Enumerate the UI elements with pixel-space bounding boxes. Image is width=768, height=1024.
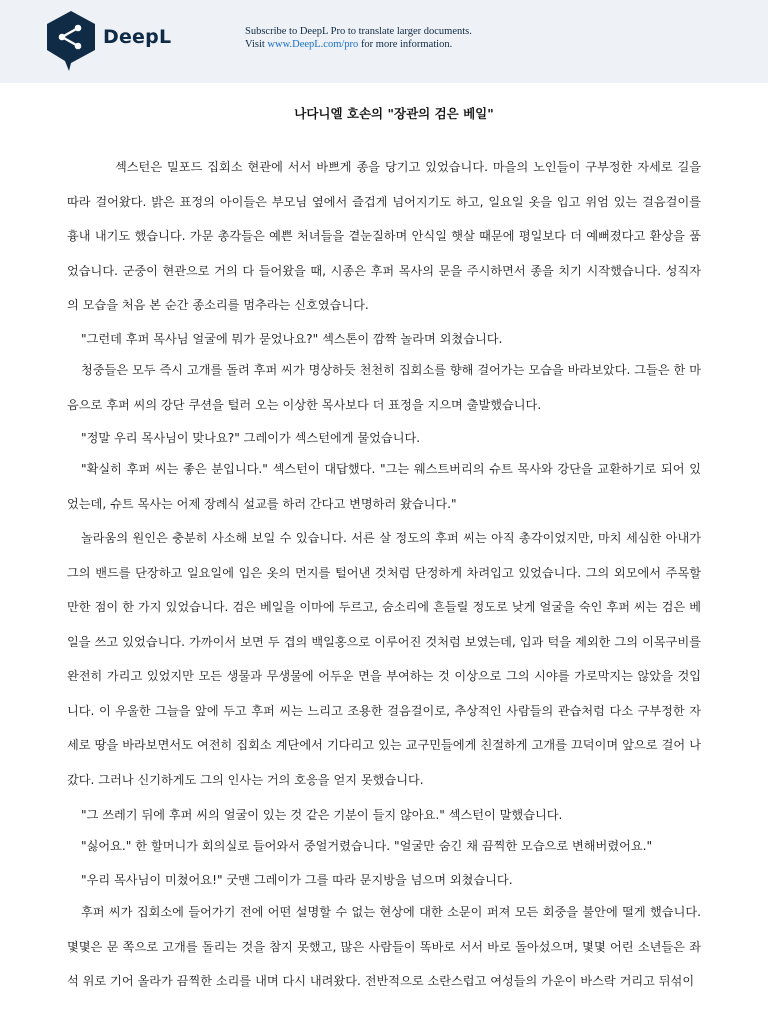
promo-line-1: Subscribe to DeepL Pro to translate larger documents. xyxy=(245,26,472,37)
paragraph-5: "확실히 후퍼 씨는 좋은 분입니다." 섹스턴이 대답했다. "그는 웨스트버리의 슈트 목사와 강단을 교환하기로 되어 있었는데, 슈트 목사는 어제 장례식 설교를 하러 간다고 변명하러 왔습니다." xyxy=(67,462,701,511)
paragraph-4: "정말 우리 목사님이 맞나요?" 그레이가 섹스턴에게 물었습니다. xyxy=(81,431,421,445)
promo-line-2 xyxy=(245,38,472,51)
deepl-banner xyxy=(0,0,768,83)
deepl-logo-text: DeepL xyxy=(103,26,172,48)
paragraph-2: "그런데 후퍼 목사님 얼굴에 뭐가 묻었나요?" 섹스톤이 깜짝 놀라며 외쳤습니다. xyxy=(81,332,503,346)
deepl-logo-icon xyxy=(45,10,97,72)
paragraph-6: 놀라움의 원인은 충분히 사소해 보일 수 있습니다. 서른 살 정도의 후퍼 씨는 아직 총각이었지만, 마치 세심한 아내가 그의 밴드를 단장하고 일요일에 입은 옷의 먼지를 털어낸 것처럼 단정하게 차려입고 있었습니다. 그의 외모에서 주목할 만한 점이 한 가지 있었습니다. 검은 베일을 이마에 두르고, 숨소리에 흔들릴 정도로 낮게 얼굴을 숙인 후퍼 씨는 검은 베일을 쓰고 있었습니다. 가까이서 보면 두 겹의 백일홍으로 이루어진 것처럼 보였는데, 입과 턱을 제외한 그의 이목구비를 완전히 가리고 있었지만 모든 생물과 무생물에 어두운 면을 부여하는 것 이상으로 그의 시야를 가로막지는 않았을 것입니다. 이 우울한 그늘을 앞에 두고 후퍼 씨는 느리고 조용한 걸음걸이로, 추상적인 사람들의 관습처럼 다소 구부정한 자세로 땅을 바라보면서도 여전히 집회소 계단에서 기다리고 있는 교구민들에게 친절하게 고개를 끄덕이며 앞으로 걸어 나갔다. 그러나 신기하게도 그의 인사는 거의 호응을 얻지 못했습니다. xyxy=(67,531,701,787)
promo-text xyxy=(245,25,472,51)
paragraph-7: "그 쓰레기 뒤에 후퍼 씨의 얼굴이 있는 것 같은 기분이 들지 않아요." 섹스턴이 말했습니다. xyxy=(81,808,563,822)
promo-suffix: for more information. xyxy=(358,39,453,50)
document-title: 나다니엘 호손의 "장관의 검은 베일" xyxy=(294,106,494,121)
paragraph-1: 섹스턴은 밀포드 집회소 현관에 서서 바쁘게 종을 당기고 있었습니다. 마을의 노인들이 구부정한 자세로 길을 따라 걸어왔다. 밝은 표정의 아이들은 부모님 옆에서 즐겁게 넘어지기도 하고, 일요일 옷을 입고 위엄 있는 걸음걸이를 흉내 내기도 했습니다. 가문 총각들은 예쁜 처녀들을 곁눈질하며 안식일 햇살 때문에 평일보다 더 예뻐졌다고 환상을 품었습니다. 군중이 현관으로 거의 다 들어왔을 때, 시종은 후퍼 목사의 문을 주시하면서 종을 치기 시작했습니다. 성직자의 모습을 처음 본 순간 종소리를 멈추라는 신호였습니다. xyxy=(67,160,701,312)
paragraph-10: 후퍼 씨가 집회소에 들어가기 전에 어떤 설명할 수 없는 현상에 대한 소문이 퍼져 모든 회중을 불안에 떨게 했습니다. 몇몇은 문 쪽으로 고개를 돌리는 것을 참지 못했고, 많은 사람들이 똑바로 서서 바로 돌아섰으며, 몇몇 어린 소년들은 좌석 위로 기어 올라가 끔찍한 소리를 내며 다시 내려왔다. 전반적으로 소란스럽고 여성들의 가운이 바스락 거리고 뒤섞이 xyxy=(67,905,701,988)
paragraph-8: "싫어요." 한 할머니가 회의실로 들어와서 중얼거렸습니다. "얼굴만 숨긴 채 끔찍한 모습으로 변해버렸어요." xyxy=(81,839,653,853)
promo-prefix: Visit xyxy=(245,39,268,50)
deepl-pro-link[interactable]: www.DeepL.com/pro xyxy=(267,39,359,50)
paragraph-9: "우리 목사님이 미쳤어요!" 굿맨 그레이가 그를 따라 문지방을 넘으며 외쳤습니다. xyxy=(81,873,513,887)
paragraph-3: 청중들은 모두 즉시 고개를 돌려 후퍼 씨가 명상하듯 천천히 집회소를 향해 걸어가는 모습을 바라보았다. 그들은 한 마음으로 후퍼 씨의 강단 쿠션을 털러 오는 이상한 목사보다 더 표정을 지으며 출발했습니다. xyxy=(67,363,701,412)
